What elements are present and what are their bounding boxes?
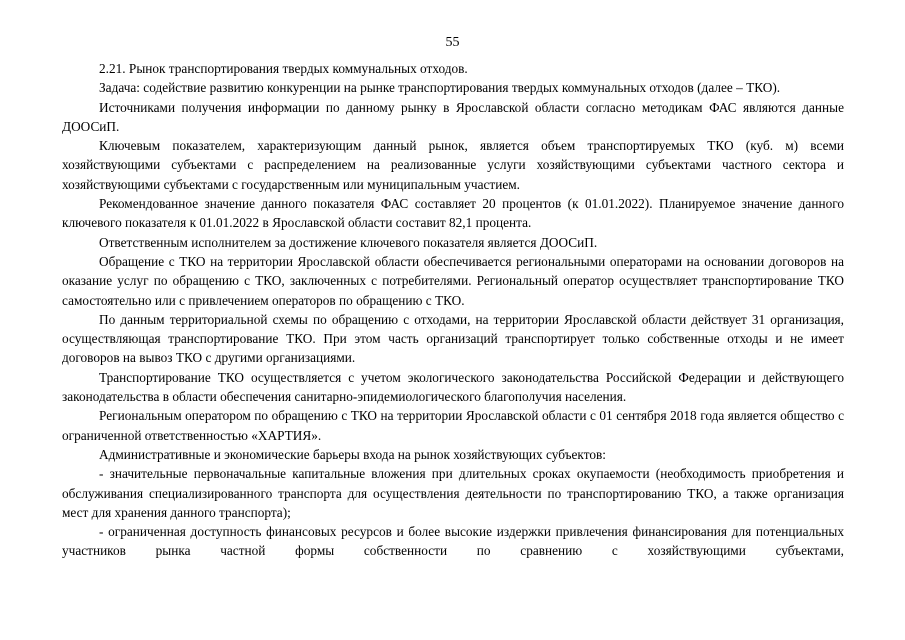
paragraph-legislation: Транспортирование ТКО осуществляется с учетом экологического законодательства Российской Федерации и действующего законодательства в области обеспечения санитарно-эпидемиологического благополучия населения. (62, 369, 844, 405)
section-heading: 2.21. Рынок транспортирования твердых коммунальных отходов. (99, 61, 468, 76)
paragraph-territorial-scheme: По данным территориальной схемы по обращению с отходами, на территории Ярославской области действует 31 организация, осуществляющая транспортирование ТКО. При этом часть организаций транспортирует только собственные отходы и не имеет договоров на вывоз ТКО с другими организациями. (62, 311, 844, 366)
document-body (62, 59, 844, 561)
paragraph-recommended-value: Рекомендованное значение данного показателя ФАС составляет 20 процентов (к 01.01.2022). Планируемое значение данного ключевого показателя к 01.01.2022 в Ярославской области составит 82,1 процента. (62, 196, 844, 231)
paragraph-barriers-intro: Административные и экономические барьеры входа на рынок хозяйствующих субъектов: (99, 446, 606, 462)
paragraph-responsible: Ответственным исполнителем за достижение ключевого показателя является ДООСиП. (99, 234, 598, 250)
paragraph-key-indicator: Ключевым показателем, характеризующим данный рынок, является объем транспортируемых ТКО (куб. м) всеми хозяйствующими субъектами с распределением на реализованные услуги хозяйствующими субъектами частного сектора и хозяйствующими субъектами с государственным или муниципальным участием. (62, 138, 844, 192)
paragraph-regional-operators: Обращение с ТКО на территории Ярославской области обеспечивается региональными операторами на основании договоров на оказание услуг по обращению с ТКО, заключенных с потребителями. Региональный оператор осуществляет транспортирование ТКО самостоятельно или с привлечением операторов по обращению с ТКО. (62, 253, 844, 308)
paragraph-regional-operator-name: Региональным оператором по обращению с ТКО на территории Ярославской области с 01 сентября 2018 года является общество с ограниченной ответственностью «ХАРТИЯ». (62, 408, 844, 443)
page-number: 55 (445, 35, 460, 50)
list-item-barrier-finance: - ограниченная доступность финансовых ресурсов и более высокие издержки привлечения финансирования для потенциальных участников рынка частной формы собственности по сравнению с хозяйствующими субъектами, (62, 524, 844, 559)
paragraph-sources: Источниками получения информации по данному рынку в Ярославской области согласно методикам ФАС являются данные ДООСиП. (62, 99, 844, 134)
paragraph-task: Задача: содействие развитию конкуренции на рынке транспортирования твердых коммунальных отходов (далее – ТКО). (99, 80, 781, 96)
list-item-barrier-capital: - значительные первоначальные капитальные вложения при длительных сроках окупаемости (необходимость приобретения и обслуживания специализированного транспорта для осуществления деятельности по транспортированию ТКО, а также организация мест для хранения данного транспорта); (62, 466, 844, 520)
